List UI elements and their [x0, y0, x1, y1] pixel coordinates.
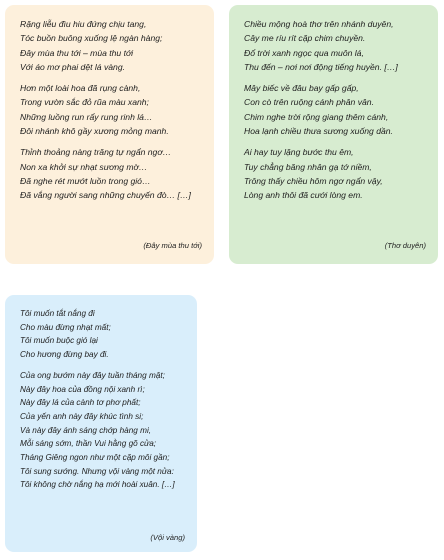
poem-line: Tóc buồn buông xuống lệ ngàn hàng;	[20, 33, 163, 44]
poem-line: Chiều mộng hoà thơ trên nhánh duyên,	[244, 19, 394, 29]
poem-line: Tôi muốn buộc gió lại	[20, 336, 98, 346]
poem-line: Và này đây ánh sáng chớp hàng mi,	[20, 425, 152, 435]
poem-line: Ai hay tuy lặng bước thu êm,	[244, 147, 354, 158]
poem-source-caption: (Đây mùa thu tới)	[143, 241, 202, 250]
stanza	[244, 17, 426, 74]
poem-card-voi-vang	[5, 295, 197, 552]
poem-card-tho-duyen	[229, 5, 438, 264]
poem-line: Thỉnh thoảng nàng trăng tự ngẩn ngơ…	[20, 147, 172, 158]
poem-line: Của yến anh này đây khúc tình si;	[20, 411, 144, 421]
poem-line: Đây mùa thu tới – mùa thu tới	[20, 47, 134, 58]
poem-line: Đôi nhánh khô gầy xương mỏng manh.	[20, 126, 169, 137]
poem-line: Hơn một loài hoa đã rụng cành,	[20, 83, 141, 94]
stanza	[244, 145, 426, 202]
poem-line: Tuy chẳng băng nhân gạ tớ niềm,	[244, 161, 372, 172]
poem-source-caption: (Vội vàng)	[150, 533, 185, 542]
poem-line: Cho hương đừng bay đi.	[20, 350, 109, 360]
poem-source-caption: (Thơ duyên)	[384, 241, 426, 250]
poem-line: Đổ trời xanh ngọc qua muôn lá,	[244, 47, 364, 58]
poem-line: Lòng anh thôi đã cưới lòng em.	[244, 190, 363, 201]
poem-line: Này đây lá của cành tơ phơ phất;	[20, 398, 141, 408]
poem-line: Mỗi sáng sớm, thần Vui hằng gõ cửa;	[20, 439, 157, 449]
poem-line: Trông thấy chiều hôm ngơ ngẩn vậy,	[244, 175, 383, 186]
stanza	[20, 17, 202, 74]
poem-line: Tôi muốn tắt nắng đi	[20, 309, 95, 318]
poem-line: Tôi không chờ nắng hạ mới hoài xuân. […]	[20, 480, 175, 490]
poem-line: Này đây hoa của đồng nội xanh rì;	[20, 384, 145, 394]
poem-line: Tôi sung sướng. Nhưng vội vàng một nửa:	[20, 466, 174, 476]
poem-line: Chim nghe trời rộng giang thêm cánh,	[244, 111, 389, 122]
stanza	[20, 145, 202, 202]
poem-line: Rặng liễu đìu hiu đứng chịu tang,	[20, 19, 147, 29]
poem-line: Trong vườn sắc đỏ rũa màu xanh;	[20, 97, 149, 108]
poem-line: Với áo mơ phai dệt lá vàng.	[20, 61, 125, 72]
poem-line: Những luồng run rẩy rung rinh lá…	[20, 111, 153, 122]
poem-line: Của ong bướm này đây tuần tháng mật;	[20, 370, 165, 380]
stanza	[20, 81, 202, 138]
poem-line: Thu đến – nơi nơi động tiếng huyền. […]	[244, 61, 398, 72]
stanza	[20, 307, 185, 362]
poem-line: Tháng Giêng ngon như một cặp môi gần;	[20, 453, 170, 463]
poem-line: Non xa khởi sự nhạt sương mờ…	[20, 161, 148, 172]
poem-line: Hoa lạnh chiều thưa sương xuống dần.	[244, 126, 393, 137]
stanza	[20, 369, 185, 492]
poem-line: Cây me ríu rít cặp chim chuyền.	[244, 33, 366, 44]
poem-line: Cho màu đừng nhạt mất;	[20, 322, 111, 332]
poem-line: Đã vắng người sang những chuyến đò… […]	[20, 190, 191, 201]
poem-card-day-mua-thu-toi	[5, 5, 214, 264]
poem-line: Mây biếc về đâu bay gấp gấp,	[244, 83, 359, 94]
poem-line: Con cò trên ruộng cánh phân vân.	[244, 97, 374, 108]
stanza	[244, 81, 426, 138]
poem-line: Đã nghe rét mướt luồn trong gió…	[20, 175, 151, 186]
